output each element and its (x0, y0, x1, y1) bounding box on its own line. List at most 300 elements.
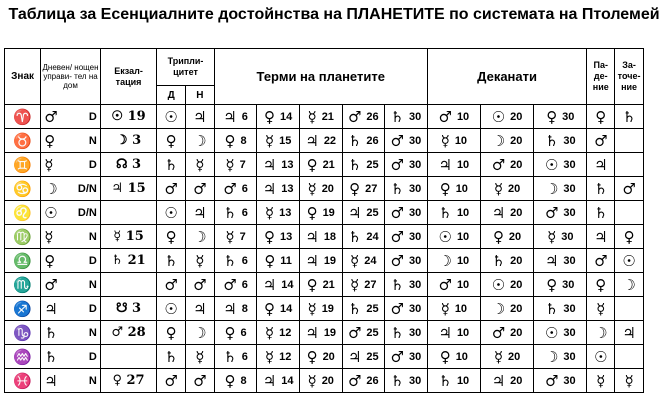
exaltation-cell (100, 153, 156, 177)
fall-cell (587, 369, 615, 393)
triplicity-day-icon: ☉ (164, 107, 178, 126)
term-cell (385, 153, 428, 177)
decan-planet-icon: ☿ (440, 131, 450, 150)
sign-cell (5, 201, 41, 225)
decan-cell (427, 201, 480, 225)
term-planet-icon: ☿ (307, 179, 317, 198)
decan-cell (480, 105, 533, 129)
zodiac-sign-icon: ♐ (13, 299, 32, 318)
sign-cell (5, 345, 41, 369)
term-degree: 12 (279, 326, 292, 339)
term-cell (299, 153, 342, 177)
decan-planet-icon: ♀ (546, 107, 558, 126)
ruler-sect: D (88, 350, 97, 363)
term-cell (342, 153, 385, 177)
exaltation-cell (100, 201, 156, 225)
term-planet-icon: ♀ (349, 179, 361, 198)
term-planet-icon: ♄ (347, 299, 362, 318)
term-degree: 30 (409, 278, 422, 291)
table-row (5, 105, 644, 129)
decan-planet-icon: ☉ (491, 275, 506, 294)
term-cell (342, 129, 385, 153)
triplicity-day-cell (157, 345, 186, 369)
triplicity-day-icon: ☉ (164, 299, 178, 318)
term-planet-icon: ☿ (307, 107, 317, 126)
term-planet-icon: ☿ (264, 131, 275, 150)
decan-planet-icon: ♃ (491, 371, 506, 390)
exaltation-cell (100, 273, 156, 297)
sign-cell (5, 225, 41, 249)
decan-planet-icon: ♄ (491, 251, 506, 270)
term-planet-icon: ♃ (262, 155, 277, 174)
ruler-cell (41, 369, 101, 393)
term-cell (385, 297, 428, 321)
term-degree: 25 (366, 350, 379, 363)
ruler-planet-icon: ♃ (44, 371, 58, 390)
table-row (5, 129, 644, 153)
fall-cell (587, 105, 615, 129)
ruler-planet-icon: ♂ (44, 107, 58, 126)
sign-cell (5, 153, 41, 177)
decan-cell (534, 201, 587, 225)
fall-cell (587, 201, 615, 225)
triplicity-day-cell (157, 201, 186, 225)
dignities-table (4, 48, 644, 393)
exaltation-value: ♃ 15 (111, 181, 146, 196)
table-row (5, 153, 644, 177)
triplicity-day-cell (157, 273, 186, 297)
triplicity-night-icon: ♃ (193, 107, 207, 126)
fall-planet-icon: ♃ (594, 227, 608, 246)
term-planet-icon: ♂ (347, 371, 362, 390)
decan-planet-icon: ♀ (439, 179, 451, 198)
term-degree: 6 (241, 206, 248, 219)
decan-cell (427, 225, 480, 249)
decan-planet-icon: ♂ (438, 275, 452, 294)
triplicity-day-cell (157, 177, 186, 201)
zodiac-sign-icon: ♍ (13, 227, 32, 246)
fall-planet-icon: ♀ (595, 107, 607, 126)
term-cell (299, 129, 342, 153)
term-cell (214, 273, 257, 297)
decan-cell (427, 177, 480, 201)
triplicity-night-icon: ♂ (193, 179, 207, 198)
term-degree: 20 (322, 350, 335, 363)
fall-cell (587, 177, 615, 201)
decan-degree: 30 (563, 206, 576, 219)
term-cell (385, 249, 428, 273)
term-cell (299, 273, 342, 297)
exaltation-cell (100, 249, 156, 273)
decan-degree: 20 (510, 374, 523, 387)
decan-degree: 10 (454, 134, 468, 147)
decan-cell (534, 273, 587, 297)
triplicity-night-icon: ♃ (193, 299, 207, 318)
fall-cell (587, 225, 615, 249)
term-degree: 20 (321, 182, 334, 195)
term-planet-icon: ☿ (264, 323, 275, 342)
decan-degree: 20 (510, 278, 523, 291)
ruler-planet-icon: ♄ (44, 347, 58, 366)
decan-planet-icon: ☽ (491, 299, 506, 318)
triplicity-night-cell (186, 273, 215, 297)
detriment-cell (615, 201, 644, 225)
term-degree: 12 (279, 350, 292, 363)
term-cell (342, 177, 385, 201)
term-degree: 30 (409, 230, 422, 243)
term-cell (257, 297, 300, 321)
detriment-planet-icon: ☿ (624, 371, 634, 390)
page-title: Таблица за Есенциалните достойнства на ПЛАНЕТИТЕ по системата на Птолемей (8, 6, 660, 23)
decan-degree: 20 (510, 302, 523, 315)
term-degree: 18 (323, 230, 337, 243)
term-cell (214, 201, 257, 225)
table-row (5, 273, 644, 297)
exaltation-cell (100, 177, 156, 201)
decan-cell (480, 249, 533, 273)
ruler-cell (41, 297, 101, 321)
term-degree: 15 (279, 134, 292, 147)
decan-planet-icon: ♀ (492, 227, 504, 246)
triplicity-night-cell (186, 345, 215, 369)
term-planet-icon: ♂ (223, 275, 237, 294)
fall-cell (587, 321, 615, 345)
term-degree: 26 (366, 110, 379, 123)
decan-planet-icon: ♃ (544, 251, 559, 270)
term-planet-icon: ♃ (262, 275, 277, 294)
term-degree: 26 (366, 134, 379, 147)
header-terms: Терми на планетите (214, 49, 427, 105)
term-cell (299, 177, 342, 201)
decan-degree: 30 (563, 134, 576, 147)
decan-cell (534, 105, 587, 129)
term-cell (299, 321, 342, 345)
ruler-sect: D/N (77, 206, 97, 219)
term-cell (342, 345, 385, 369)
term-degree: 6 (241, 350, 248, 363)
term-planet-icon: ♀ (306, 203, 318, 222)
term-planet-icon: ♃ (223, 107, 237, 126)
term-degree: 19 (323, 254, 337, 267)
term-cell (342, 105, 385, 129)
table-row (5, 249, 644, 273)
term-planet-icon: ♄ (390, 275, 404, 294)
decan-cell (480, 345, 533, 369)
term-planet-icon: ♄ (390, 179, 404, 198)
term-planet-icon: ♄ (390, 323, 404, 342)
term-degree: 6 (241, 182, 248, 195)
term-degree: 30 (409, 326, 422, 339)
fall-planet-icon: ♂ (594, 131, 608, 150)
decan-cell (534, 249, 587, 273)
detriment-cell (615, 297, 644, 321)
decan-degree: 30 (563, 182, 576, 195)
decan-degree: 10 (456, 110, 470, 123)
term-cell (299, 249, 342, 273)
triplicity-night-cell (186, 321, 215, 345)
ruler-sect: N (88, 374, 97, 387)
term-cell (214, 369, 257, 393)
term-planet-icon: ♀ (224, 131, 236, 150)
term-degree: 19 (322, 206, 335, 219)
term-cell (385, 201, 428, 225)
detriment-planet-icon: ♃ (622, 323, 636, 342)
decan-cell (534, 345, 587, 369)
ruler-sect: N (88, 230, 97, 243)
detriment-planet-icon: ♂ (622, 179, 636, 198)
term-cell (385, 369, 428, 393)
detriment-cell (615, 249, 644, 273)
decan-degree: 10 (456, 326, 470, 339)
term-planet-icon: ☿ (350, 251, 360, 270)
decan-cell (480, 129, 533, 153)
exaltation-value: ☿ 15 (113, 229, 144, 244)
decan-degree: 10 (456, 206, 470, 219)
term-degree: 30 (409, 206, 422, 219)
term-cell (257, 321, 300, 345)
decan-degree: 10 (456, 278, 470, 291)
term-cell (342, 249, 385, 273)
decan-degree: 20 (508, 182, 521, 195)
term-planet-icon: ☿ (225, 227, 235, 246)
detriment-planet-icon: ♀ (623, 227, 635, 246)
table-row (5, 321, 644, 345)
ruler-cell (41, 153, 101, 177)
term-cell (257, 129, 300, 153)
exaltation-value: ☊ 3 (115, 157, 142, 172)
term-degree: 14 (279, 110, 293, 123)
zodiac-sign-icon: ♓ (13, 371, 32, 390)
decan-planet-icon: ☿ (493, 179, 504, 198)
triplicity-day-icon: ♀ (165, 323, 177, 342)
table-row (5, 225, 644, 249)
term-planet-icon: ♂ (390, 299, 404, 318)
zodiac-sign-icon: ♒ (13, 347, 32, 366)
fall-planet-icon: ♂ (594, 251, 608, 270)
term-planet-icon: ♄ (390, 107, 404, 126)
sign-cell (5, 321, 41, 345)
decan-cell (427, 249, 480, 273)
term-degree: 13 (281, 158, 294, 171)
decan-cell (534, 177, 587, 201)
term-cell (385, 273, 428, 297)
detriment-planet-icon: ♄ (622, 107, 636, 126)
term-planet-icon: ♂ (223, 179, 237, 198)
detriment-planet-icon: ☉ (622, 251, 636, 270)
sign-cell (5, 105, 41, 129)
decan-planet-icon: ♄ (544, 131, 559, 150)
triplicity-day-cell (157, 249, 186, 273)
ruler-sect: N (88, 326, 97, 339)
term-degree: 27 (365, 182, 378, 195)
table-row (5, 177, 644, 201)
term-planet-icon: ♂ (347, 323, 362, 342)
term-degree: 21 (321, 110, 334, 123)
decan-planet-icon: ♂ (438, 107, 452, 126)
decan-planet-icon: ♀ (439, 347, 451, 366)
term-degree: 8 (241, 302, 248, 315)
fall-cell (587, 153, 615, 177)
term-planet-icon: ☿ (264, 347, 275, 366)
decan-degree: 20 (510, 134, 523, 147)
header-ruler: Дневен/ нощен управи- тел на дом (41, 49, 101, 105)
term-planet-icon: ♄ (223, 203, 237, 222)
exaltation-value: ☋ 3 (115, 301, 142, 316)
term-planet-icon: ♄ (223, 347, 237, 366)
ruler-cell (41, 201, 101, 225)
term-planet-icon: ♂ (390, 347, 404, 366)
decan-planet-icon: ♃ (491, 203, 506, 222)
triplicity-night-icon: ☽ (193, 323, 207, 342)
term-planet-icon: ☿ (307, 299, 317, 318)
term-cell (342, 201, 385, 225)
decan-degree: 30 (563, 326, 576, 339)
triplicity-night-cell (186, 105, 215, 129)
decan-degree: 20 (510, 206, 523, 219)
decan-planet-icon: ☽ (544, 179, 559, 198)
triplicity-night-icon: ☽ (193, 227, 207, 246)
term-degree: 30 (409, 374, 422, 387)
detriment-cell (615, 177, 644, 201)
term-degree: 25 (366, 326, 379, 339)
triplicity-day-cell (157, 225, 186, 249)
term-cell (342, 225, 385, 249)
term-degree: 30 (409, 182, 422, 195)
ruler-sect: D (88, 302, 97, 315)
term-cell (385, 129, 428, 153)
fall-cell (587, 249, 615, 273)
term-degree: 26 (366, 374, 379, 387)
term-cell (385, 177, 428, 201)
term-degree: 19 (323, 326, 337, 339)
decan-planet-icon: ☽ (438, 251, 452, 270)
decan-planet-icon: ♀ (546, 275, 558, 294)
decan-planet-icon: ☉ (491, 107, 506, 126)
exaltation-value: ♄ 21 (111, 253, 146, 268)
term-degree: 27 (364, 278, 377, 291)
term-planet-icon: ♃ (262, 371, 277, 390)
zodiac-sign-icon: ♏ (13, 275, 32, 294)
triplicity-night-cell (186, 129, 215, 153)
triplicity-night-cell (186, 225, 215, 249)
term-cell (342, 297, 385, 321)
term-degree: 21 (322, 158, 335, 171)
decan-planet-icon: ♂ (491, 155, 506, 174)
table-row (5, 201, 644, 225)
triplicity-night-cell (186, 297, 215, 321)
exaltation-cell (100, 369, 156, 393)
ruler-planet-icon: ☽ (44, 179, 58, 198)
term-planet-icon: ♀ (306, 347, 318, 366)
decan-planet-icon: ☿ (547, 227, 557, 246)
term-planet-icon: ♄ (223, 251, 237, 270)
decan-cell (480, 225, 533, 249)
ruler-sect: D/N (77, 182, 97, 195)
term-cell (385, 345, 428, 369)
term-planet-icon: ♀ (264, 251, 276, 270)
term-cell (299, 297, 342, 321)
triplicity-night-icon: ♂ (193, 371, 207, 390)
decan-cell (480, 273, 533, 297)
table-row (5, 297, 644, 321)
header-decans: Деканати (427, 49, 587, 105)
term-cell (342, 273, 385, 297)
term-degree: 8 (240, 134, 247, 147)
term-cell (257, 153, 300, 177)
decan-degree: 20 (508, 350, 521, 363)
triplicity-day-icon: ☉ (164, 203, 178, 222)
ruler-sect: N (88, 278, 97, 291)
ruler-cell (41, 249, 101, 273)
term-cell (342, 369, 385, 393)
decan-cell (534, 297, 587, 321)
triplicity-night-cell (186, 249, 215, 273)
decan-cell (534, 129, 587, 153)
decan-planet-icon: ☉ (544, 323, 559, 342)
decan-planet-icon: ♄ (544, 299, 559, 318)
decan-degree: 30 (563, 254, 576, 267)
decan-cell (480, 153, 533, 177)
term-degree: 25 (366, 158, 379, 171)
fall-planet-icon: ♄ (594, 179, 608, 198)
zodiac-sign-icon: ♎ (13, 251, 32, 270)
term-planet-icon: ♃ (305, 251, 319, 270)
decan-degree: 30 (561, 230, 574, 243)
term-planet-icon: ♃ (223, 299, 237, 318)
decan-degree: 20 (510, 326, 523, 339)
ruler-planet-icon: ♄ (44, 323, 58, 342)
term-cell (299, 345, 342, 369)
decan-degree: 30 (562, 278, 575, 291)
sign-cell (5, 249, 41, 273)
ruler-cell (41, 321, 101, 345)
ruler-planet-icon: ♀ (44, 131, 56, 150)
term-degree: 7 (239, 158, 246, 171)
header-triplicity-night: Н (186, 86, 215, 105)
decan-planet-icon: ☉ (544, 155, 559, 174)
triplicity-night-icon: ☿ (195, 347, 205, 366)
exaltation-cell (100, 321, 156, 345)
term-planet-icon: ♂ (390, 203, 404, 222)
decan-planet-icon: ♂ (544, 371, 559, 390)
term-cell (257, 225, 300, 249)
exaltation-cell (100, 129, 156, 153)
decan-planet-icon: ☉ (438, 227, 452, 246)
decan-planet-icon: ♂ (544, 203, 559, 222)
decan-planet-icon: ♃ (438, 155, 452, 174)
exaltation-cell (100, 297, 156, 321)
triplicity-day-cell (157, 129, 186, 153)
header-triplicity: Трипли- цитет (157, 49, 215, 86)
detriment-cell (615, 105, 644, 129)
term-degree: 7 (239, 230, 246, 243)
decan-degree: 10 (454, 302, 468, 315)
decan-degree: 20 (510, 110, 523, 123)
ruler-cell (41, 225, 101, 249)
decan-planet-icon: ♄ (438, 371, 452, 390)
term-degree: 8 (240, 374, 247, 387)
term-degree: 30 (409, 134, 422, 147)
term-degree: 30 (409, 350, 422, 363)
term-planet-icon: ♀ (224, 323, 236, 342)
decan-cell (427, 273, 480, 297)
decan-cell (427, 297, 480, 321)
decan-degree: 20 (508, 230, 522, 243)
header-triplicity-day: Д (157, 86, 186, 105)
decan-planet-icon: ☿ (440, 299, 450, 318)
decan-degree: 30 (563, 158, 576, 171)
decan-cell (534, 369, 587, 393)
